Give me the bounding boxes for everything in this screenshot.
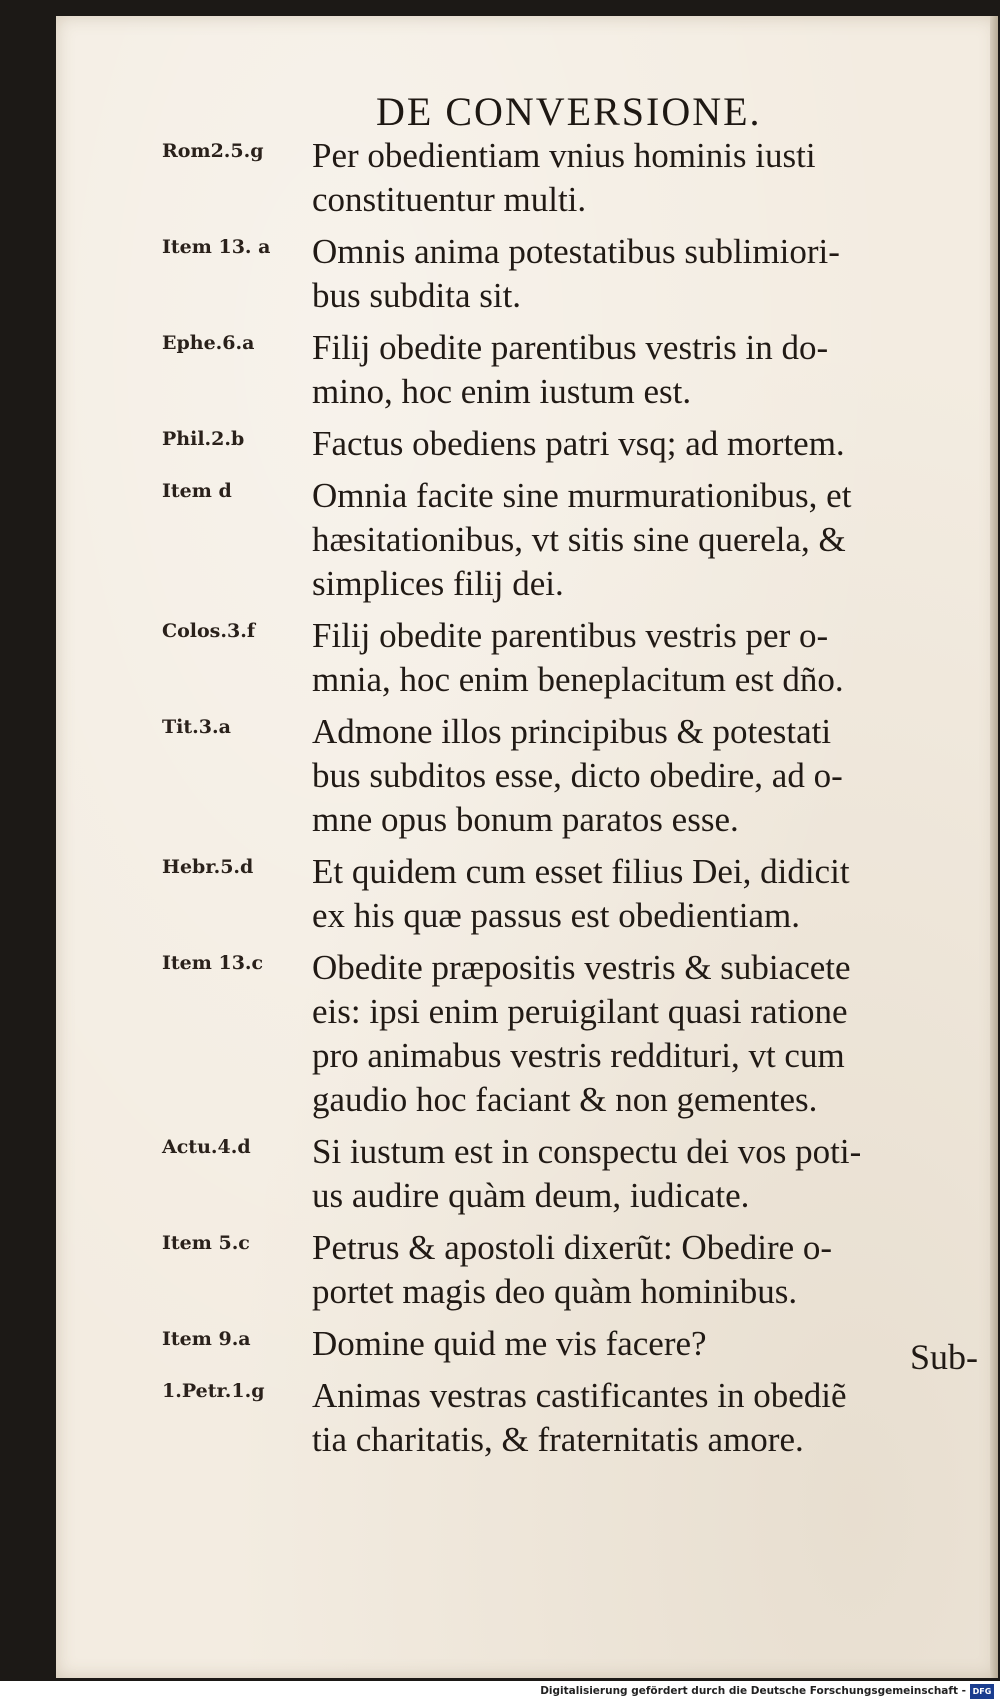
text-line: bus subditos esse, dicto obedire, ad o- — [312, 756, 843, 795]
text-line: Filij obedite parentibus vestris per o- — [312, 616, 829, 655]
text-line: portet magis deo quàm hominibus. — [312, 1272, 798, 1311]
margin-reference: Rom2.5.g — [162, 140, 264, 162]
scripture-entry — [56, 710, 998, 842]
margin-reference: Hebr.5.d — [162, 856, 254, 878]
scripture-entry — [56, 326, 998, 414]
text-line: Obedite præpositis vestris & subiacete — [312, 948, 851, 987]
margin-reference: Item 13. a — [162, 236, 271, 258]
running-head: DE CONVERSIONE. — [376, 89, 762, 134]
margin-reference: Actu.4.d — [162, 1136, 251, 1158]
margin-reference: Phil.2.b — [162, 428, 245, 450]
scripture-entries — [56, 134, 998, 1470]
text-line: mnia, hoc enim beneplacitum est dño. — [312, 660, 844, 699]
scripture-entry — [56, 1226, 998, 1314]
footer-bar — [0, 1681, 1000, 1703]
dfg-logo-icon: DFG — [970, 1684, 994, 1699]
margin-reference: Item d — [162, 480, 232, 502]
text-line: hæsitationibus, vt sitis sine querela, & — [312, 520, 846, 559]
text-line: gaudio hoc faciant & non gementes. — [312, 1080, 818, 1119]
text-line: Filij obedite parentibus vestris in do- — [312, 328, 829, 367]
text-line: mne opus bonum paratos esse. — [312, 800, 739, 839]
margin-reference: Item 5.c — [162, 1232, 250, 1254]
scripture-entry — [56, 1322, 998, 1366]
text-line: Omnis anima potestatibus sublimiori- — [312, 232, 840, 271]
scripture-entry — [56, 946, 998, 1122]
text-line: Omnia facite sine murmurationibus, et — [312, 476, 852, 515]
book-page — [56, 16, 998, 1678]
margin-reference: Item 13.c — [162, 952, 264, 974]
text-line: Admone illos principibus & potestati — [312, 712, 832, 751]
catchword: Sub- — [909, 1337, 978, 1377]
text-line: us audire quàm deum, iudicate. — [312, 1176, 750, 1215]
text-line: Per obedientiam vnius hominis iusti — [312, 136, 816, 175]
scripture-entry — [56, 134, 998, 222]
scripture-entry — [56, 614, 998, 702]
margin-reference: Ephe.6.a — [162, 332, 255, 354]
text-line: Si iustum est in conspectu dei vos poti- — [312, 1132, 862, 1171]
scripture-entry — [56, 474, 998, 606]
margin-reference: 1.Petr.1.g — [162, 1380, 265, 1402]
text-line: mino, hoc enim iustum est. — [312, 372, 692, 411]
scripture-entry — [56, 230, 998, 318]
margin-reference: Item 9.a — [162, 1328, 251, 1350]
text-line: Factus obediens patri vsq; ad mortem. — [312, 424, 845, 463]
text-line: tia charitatis, & fraternitatis amore. — [312, 1420, 804, 1459]
text-line: pro animabus vestris reddituri, vt cum — [312, 1036, 845, 1075]
margin-reference: Tit.3.a — [162, 716, 231, 738]
text-line: bus subdita sit. — [312, 276, 522, 315]
scripture-entry — [56, 422, 998, 466]
text-line: Et quidem cum esset filius Dei, didicit — [312, 852, 850, 891]
text-line: constituentur multi. — [312, 180, 587, 219]
funding-credit: Digitalisierung gefördert durch die Deutsche Forschungsgemeinschaft - — [540, 1685, 966, 1697]
margin-reference: Colos.3.f — [162, 620, 256, 642]
text-line: ex his quæ passus est obedientiam. — [312, 896, 801, 935]
text-line: Petrus & apostoli dixerũt: Obedire o- — [312, 1228, 833, 1267]
scripture-entry — [56, 1374, 998, 1462]
text-line: Domine quid me vis facere? — [312, 1324, 707, 1363]
text-line: eis: ipsi enim peruigilant quasi ratione — [312, 992, 848, 1031]
text-line: simplices filij dei. — [312, 564, 564, 603]
text-line: Animas vestras castificantes in obediẽ — [312, 1376, 847, 1415]
scripture-entry — [56, 850, 998, 938]
scripture-entry — [56, 1130, 998, 1218]
